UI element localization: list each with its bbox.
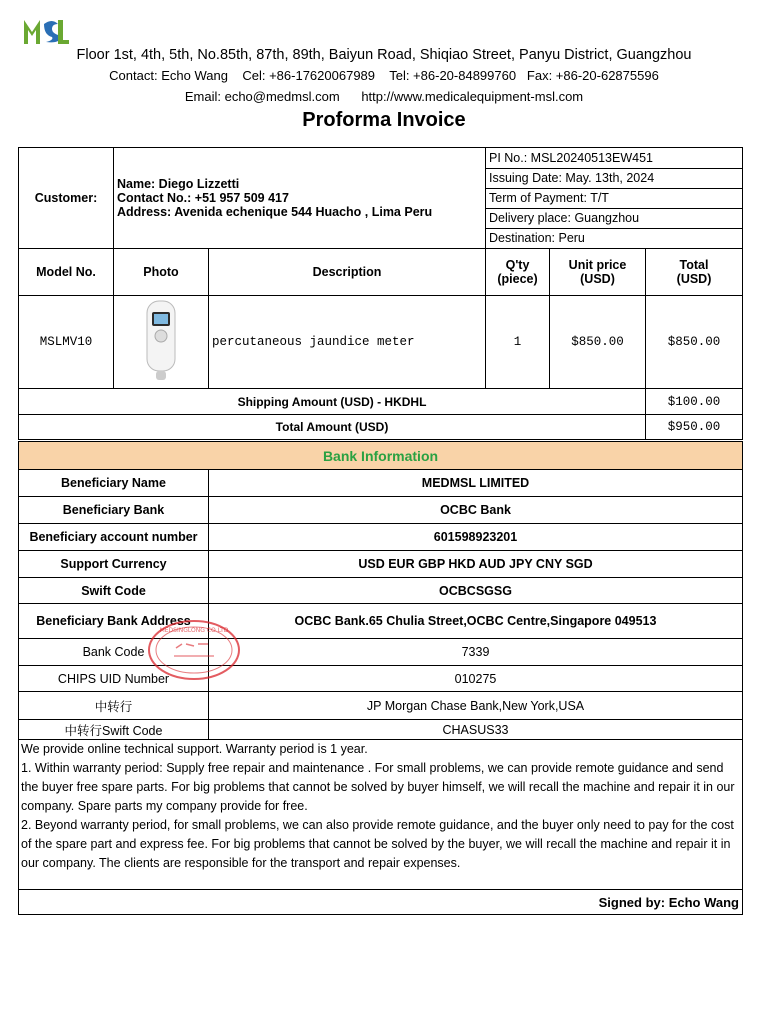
contact-line: Contact: Echo Wang Cel: +86-17620067989 Tel: +86-20-84899760 Fax: +86-20-62875596 <box>109 68 659 83</box>
col-model: Model No. <box>19 249 114 296</box>
bank-value: 010275 <box>209 666 743 692</box>
customer-label: Customer: <box>19 148 114 249</box>
customer-contact: Contact No.: +51 957 509 417 <box>117 191 289 205</box>
bank-label: Beneficiary account number <box>19 524 209 551</box>
warranty-notes <box>19 740 743 890</box>
issuing-date: Issuing Date: May. 13th, 2024 <box>486 168 742 188</box>
bank-label: Swift Code <box>19 578 209 604</box>
col-total: Total (USD) <box>646 249 743 296</box>
warranty-beyond: 2. Beyond warranty period, for small problems, we can also provide remote guidance, and the buyer only need to pay for the cost of the spare part and express fee. For big problems that cannot be solved by the buyer, we will recall the machine and repair it in our company. The clients are responsible for the transport and repair expenses. <box>21 818 734 870</box>
bank-value: OCBC Bank <box>209 497 743 524</box>
shipping-value: $100.00 <box>646 389 743 415</box>
page-title: Proforma Invoice <box>302 109 466 131</box>
bank-value: CHASUS33 <box>209 720 743 740</box>
invoice-table <box>18 147 743 440</box>
item-description: percutaneous jaundice meter <box>209 296 486 389</box>
bank-table <box>18 441 743 915</box>
bank-value: OCBCSGSG <box>209 578 743 604</box>
total-label: Total Amount (USD) <box>19 415 646 440</box>
bank-value: JP Morgan Chase Bank,New York,USA <box>209 692 743 720</box>
bank-label: Bank Code <box>19 639 209 666</box>
signed-by: Signed by: Echo Wang <box>19 890 743 915</box>
shipping-label: Shipping Amount (USD) - HKDHL <box>19 389 646 415</box>
bank-label: 中转行Swift Code <box>19 720 209 740</box>
company-stamp <box>146 618 242 682</box>
bank-value: 7339 <box>209 639 743 666</box>
item-qty: 1 <box>486 296 550 389</box>
warranty-intro: We provide online technical support. Warranty period is 1 year. <box>21 742 368 756</box>
company-address: Floor 1st, 4th, 5th, No.85th, 87th, 89th, Baiyun Road, Shiqiao Street, Panyu District, Guangzhou <box>76 47 692 63</box>
bank-section-title: Bank Information <box>19 442 743 470</box>
pi-info-cell <box>486 148 743 249</box>
col-unit-price: Unit price (USD) <box>550 249 646 296</box>
item-photo <box>114 296 209 389</box>
bank-value: MEDMSL LIMITED <box>209 470 743 497</box>
item-model: MSLMV10 <box>19 296 114 389</box>
col-qty: Q'ty (piece) <box>486 249 550 296</box>
total-value: $950.00 <box>646 415 743 440</box>
jaundice-meter-image <box>141 298 181 384</box>
bank-label: Beneficiary Bank Address <box>19 604 209 639</box>
warranty-within: 1. Within warranty period: Supply free repair and maintenance . For small problems, we can provide remote guidance and send the buyer free spare parts. For big problems that cannot be solved by buyer himself, we will recall the machine and repair it in our company. Spare parts my company provide for free. <box>21 761 735 813</box>
bank-label: CHIPS UID Number <box>19 666 209 692</box>
customer-details <box>114 148 486 249</box>
delivery-place: Delivery place: Guangzhou <box>486 208 742 228</box>
email-line: Email: echo@medmsl.com http://www.medicalequipment-msl.com <box>184 89 584 104</box>
item-total: $850.00 <box>646 296 743 389</box>
bank-value: OCBC Bank.65 Chulia Street,OCBC Centre,Singapore 049513 <box>209 604 743 639</box>
payment-term: Term of Payment: T/T <box>486 188 742 208</box>
bank-value: 601598923201 <box>209 524 743 551</box>
bank-label: Support Currency <box>19 551 209 578</box>
customer-name: Name: Diego Lizzetti <box>117 177 240 191</box>
bank-label: Beneficiary Name <box>19 470 209 497</box>
bank-label: Beneficiary Bank <box>19 497 209 524</box>
bank-value: USD EUR GBP HKD AUD JPY CNY SGD <box>209 551 743 578</box>
bank-label: 中转行 <box>19 692 209 720</box>
col-photo: Photo <box>114 249 209 296</box>
destination: Destination: Peru <box>486 228 742 248</box>
pi-number: PI No.: MSL20240513EW451 <box>486 149 742 169</box>
item-unit-price: $850.00 <box>550 296 646 389</box>
customer-address: Address: Avenida echenique 544 Huacho , Lima Peru <box>117 205 433 219</box>
pi-info-table <box>486 149 742 248</box>
company-logo <box>22 16 70 46</box>
col-description: Description <box>209 249 486 296</box>
svg-text:MEDSINGLONG CO LTD: MEDSINGLONG CO LTD <box>159 627 229 634</box>
